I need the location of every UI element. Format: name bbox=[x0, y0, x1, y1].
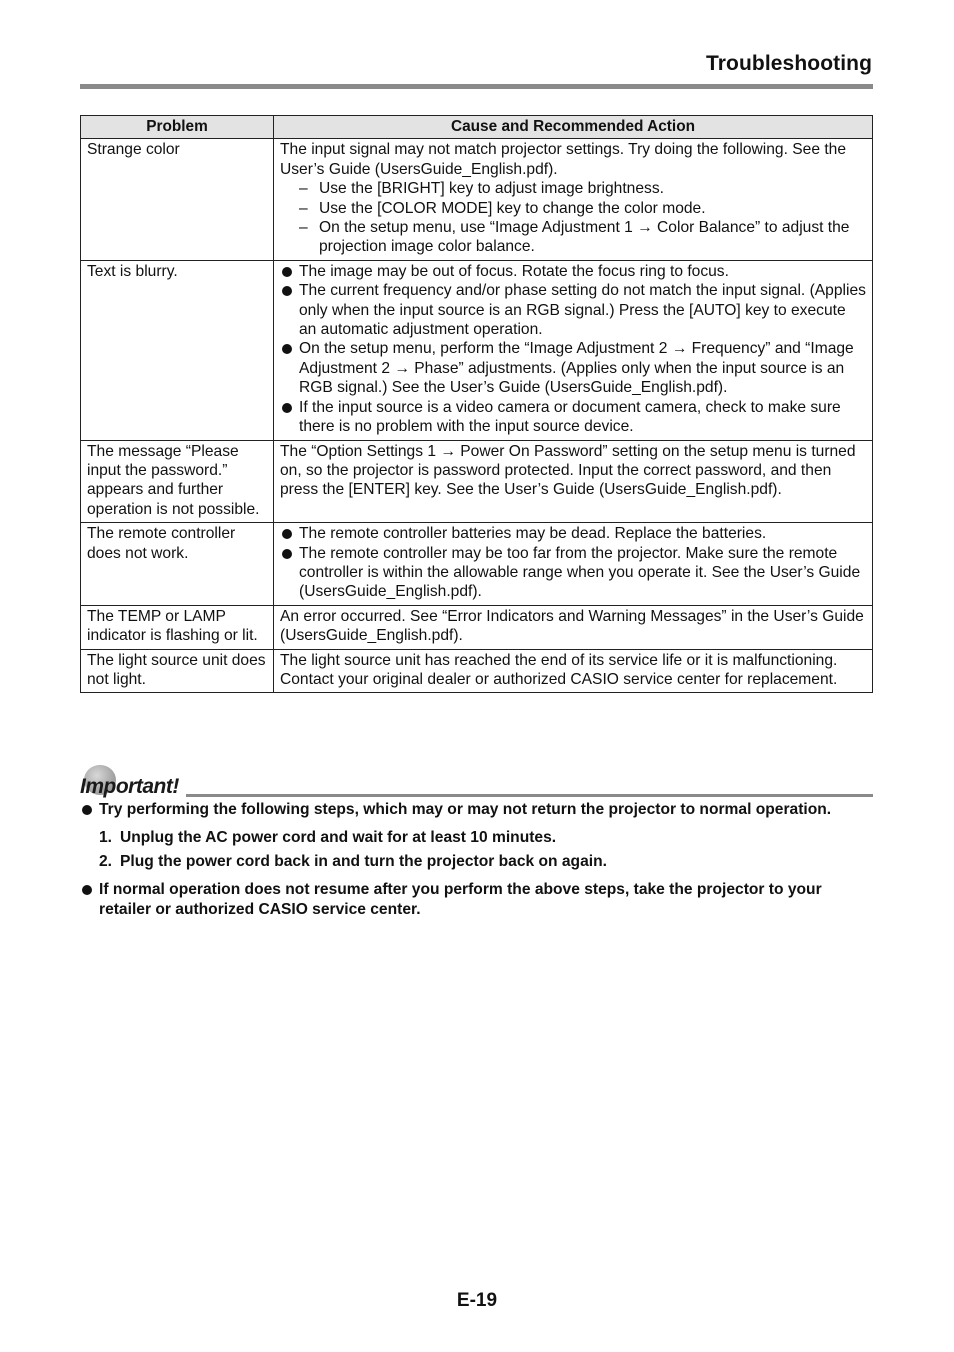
action-cell bbox=[274, 139, 873, 260]
list-item-text: The image may be out of focus. Rotate the focus ring to focus. bbox=[299, 262, 729, 280]
problem-cell: The remote controller does not work. bbox=[81, 523, 274, 606]
problem-cell: The message “Please input the password.” appears and further operation is not possible. bbox=[81, 440, 274, 523]
list-item-text: Use the [BRIGHT] key to adjust image brightness. bbox=[319, 180, 664, 198]
list-item-text: If the input source is a video camera or document camera, check to make sure there is no problem with the input source device. bbox=[299, 398, 841, 436]
dash-mark: – bbox=[299, 180, 308, 198]
step-number: 2. bbox=[99, 852, 113, 870]
page-header-title: Troubleshooting bbox=[706, 52, 872, 75]
list-item bbox=[280, 398, 866, 437]
list-item-text: The current frequency and/or phase setting do not match the input signal. (Applies only when the input source is an RGB signal.) Press the [AUTO] key to execute an automatic adjustment operation. bbox=[299, 282, 866, 339]
problem-cell: Strange color bbox=[81, 139, 274, 260]
bullet-icon bbox=[282, 286, 292, 296]
bullet-list bbox=[280, 524, 866, 602]
column-header-cause: Cause and Recommended Action bbox=[274, 116, 873, 139]
list-item-text: The remote controller may be too far from the projector. Make sure the remote controller is within the allowable range when you operate it. See the User’s Guide (UsersGuide_English.pdf). bbox=[299, 544, 861, 601]
action-cell: The light source unit has reached the end of its service life or it is malfunctioning. Contact your original dealer or authorized CASIO service center for replacement. bbox=[274, 649, 873, 693]
dash-list bbox=[280, 179, 866, 257]
bullet-icon bbox=[82, 805, 92, 815]
action-intro: The input signal may not match projector settings. Try doing the following. See the User’s Guide (UsersGuide_English.pdf). bbox=[280, 141, 847, 178]
step-item bbox=[80, 828, 870, 847]
table-row bbox=[81, 260, 873, 440]
problem-cell: Text is blurry. bbox=[81, 260, 274, 440]
problem-cell: The light source unit does not light. bbox=[81, 649, 274, 693]
important-rule bbox=[186, 794, 873, 797]
bullet-icon bbox=[282, 529, 292, 539]
action-cell bbox=[274, 523, 873, 606]
page-number: E-19 bbox=[456, 1290, 498, 1311]
list-item bbox=[280, 262, 866, 281]
important-item-text: Try performing the following steps, which may or may not return the projector to normal operation. bbox=[99, 801, 832, 818]
important-item-text: If normal operation does not resume after you perform the above steps, take the projector to your retailer or authorized CASIO service center. bbox=[99, 881, 822, 918]
list-item bbox=[280, 544, 866, 602]
bullet-icon bbox=[282, 344, 292, 354]
bullet-icon bbox=[282, 549, 292, 559]
header-rule bbox=[80, 84, 873, 89]
step-number: 1. bbox=[99, 829, 113, 847]
dash-mark: – bbox=[299, 219, 308, 237]
bullet-icon bbox=[282, 267, 292, 277]
list-item bbox=[280, 199, 866, 218]
step-text: Unplug the AC power cord and wait for at least 10 minutes. bbox=[120, 829, 557, 847]
important-label: Important! bbox=[80, 775, 179, 798]
problem-cell: The TEMP or LAMP indicator is flashing or lit. bbox=[81, 605, 274, 649]
important-item bbox=[80, 880, 870, 919]
action-cell: The “Option Settings 1 → Power On Password” setting on the setup menu is turned on, so the projector is password protected. Input the correct password, and then press the [ENTER] key. See the User’s Guide (UsersGuide_English.pdf). bbox=[274, 440, 873, 523]
steps-list bbox=[80, 828, 870, 871]
list-item-text: On the setup menu, perform the “Image Adjustment 2 → Frequency” and “Image Adjustment 2 → Phase” adjustments. (Applies only when the input source is an RGB signal.) See the User’s Guide (UsersGuide_English.pdf). bbox=[299, 340, 854, 397]
action-cell: An error occurred. See “Error Indicators and Warning Messages” in the User’s Guide (UsersGuide_English.pdf). bbox=[274, 605, 873, 649]
list-item bbox=[280, 339, 866, 397]
list-item-text: The remote controller batteries may be dead. Replace the batteries. bbox=[299, 525, 767, 543]
table-header-row bbox=[81, 116, 873, 139]
table-row bbox=[81, 139, 873, 260]
bullet-icon bbox=[82, 885, 92, 895]
table-row bbox=[81, 440, 873, 523]
column-header-problem: Problem bbox=[81, 116, 274, 139]
troubleshooting-table bbox=[80, 115, 873, 693]
table-row bbox=[81, 605, 873, 649]
list-item bbox=[280, 218, 866, 257]
bullet-icon bbox=[282, 403, 292, 413]
list-item bbox=[280, 281, 866, 339]
list-item-text: Use the [COLOR MODE] key to change the color mode. bbox=[319, 199, 706, 217]
dash-mark: – bbox=[299, 199, 308, 217]
list-item bbox=[280, 524, 866, 543]
list-item-text: On the setup menu, use “Image Adjustment 1 → Color Balance” to adjust the projection image color balance. bbox=[319, 219, 850, 256]
table-row bbox=[81, 523, 873, 606]
step-text: Plug the power cord back in and turn the projector back on again. bbox=[120, 852, 607, 870]
important-item bbox=[80, 800, 870, 819]
list-item bbox=[280, 179, 866, 198]
bullet-list bbox=[280, 262, 866, 437]
important-notes bbox=[80, 800, 870, 919]
step-item bbox=[80, 852, 870, 871]
action-cell bbox=[274, 260, 873, 440]
table-row bbox=[81, 649, 873, 693]
